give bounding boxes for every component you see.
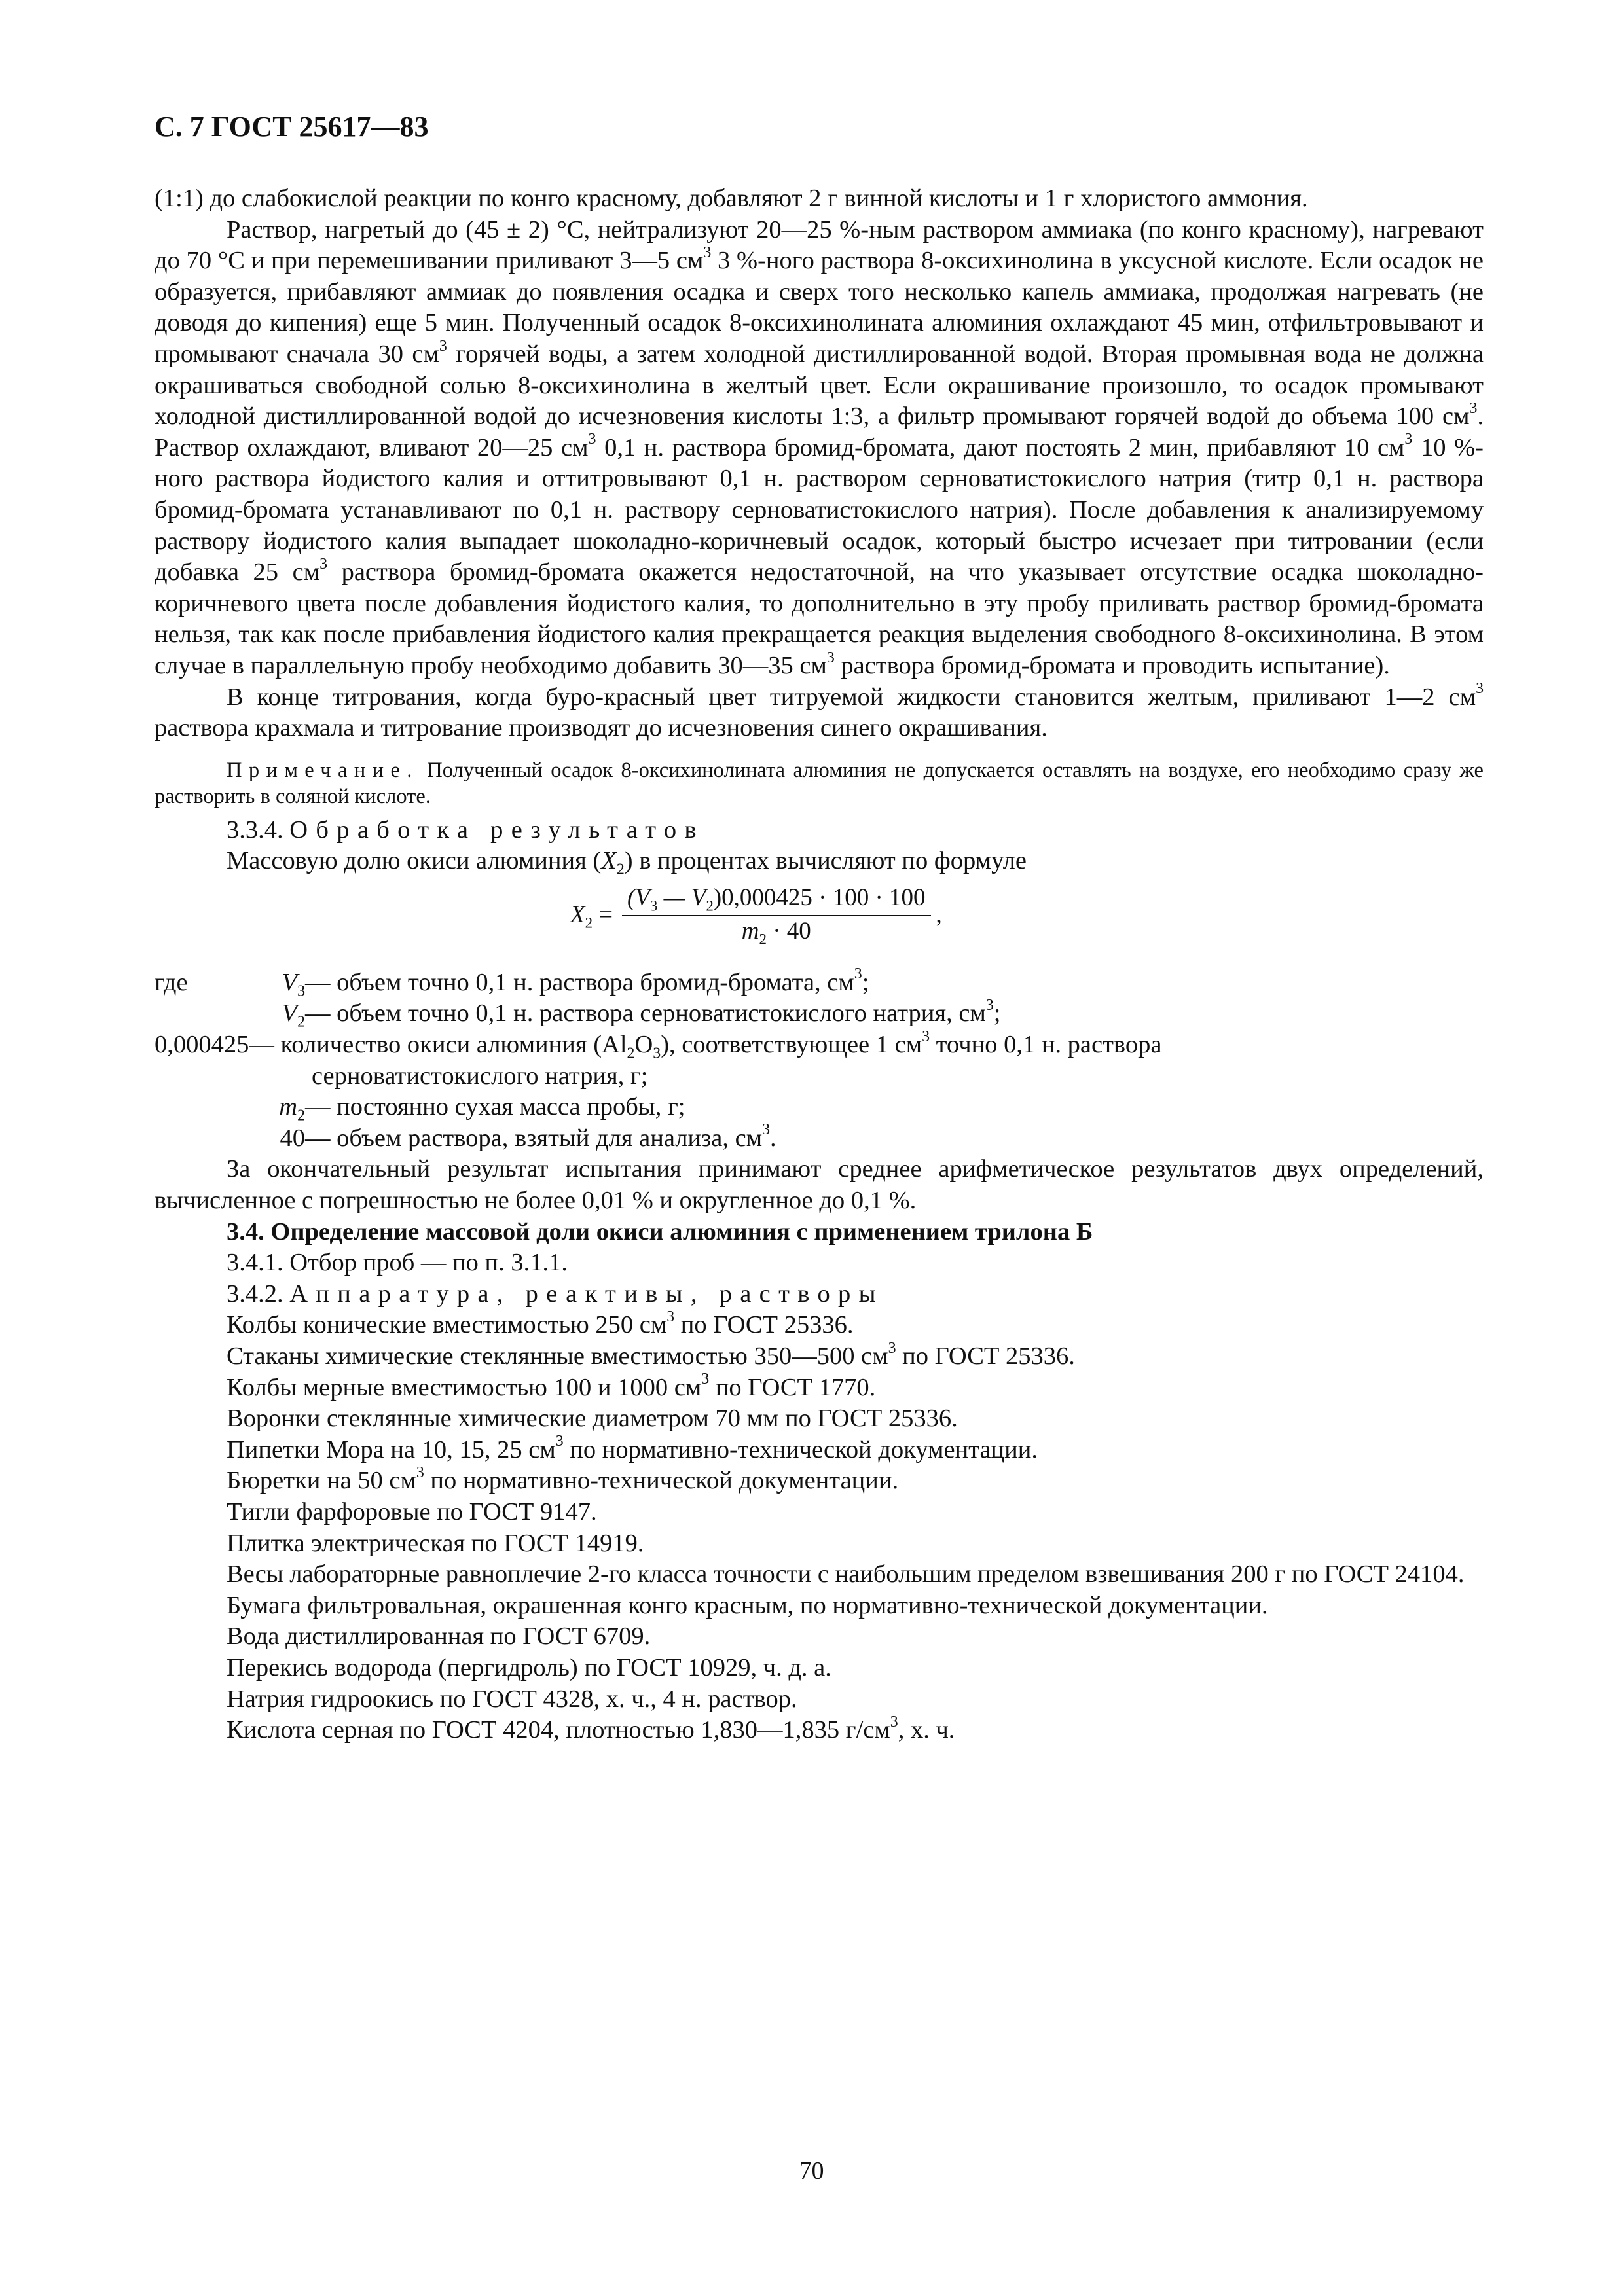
formula-denominator: $m_2 \cdot 40$ <box>741 917 811 948</box>
list-item: Воронки стеклянные химические диаметром 70 мм по ГОСТ 25336. <box>227 1405 958 1433</box>
where-label: где <box>155 968 188 996</box>
formula-lhs: $X_2$ <box>570 901 593 931</box>
list-item: Вода дистиллированная по ГОСТ 6709. <box>227 1623 651 1651</box>
section-3-4-heading: 3.4. Определение массовой доли окиси алюминия с применением трилона Б <box>227 1217 1093 1246</box>
list-item: Бумага фильтровальная, окрашенная конго красным, по нормативно-технической документации. <box>227 1591 1268 1619</box>
formula-block <box>155 884 1484 956</box>
definition-m2: $m_2$ — постоянно сухая масса пробы, г; <box>279 1093 685 1124</box>
formula-x2 <box>570 884 942 946</box>
definition-constant-cont: серноватистокислого натрия, г; <box>312 1062 648 1090</box>
list-item: Плитка электрическая по ГОСТ 14919. <box>227 1529 644 1557</box>
note-text: Полученный осадок 8-оксихинолината алюминия не допускается оставлять на воздухе, его необходимо сразу же растворить в соляной кислоте. <box>155 758 1484 808</box>
formula-equals: = <box>599 901 613 929</box>
note-label: Примечание. <box>227 758 419 782</box>
formula-numerator: ($V_3$ — $V_2)0,000425 \cdot 100 \cdot 100$ <box>622 884 931 916</box>
section-3-4-2-heading: 3.4.2. Аппаратура, реактивы, растворы <box>227 1280 884 1308</box>
list-item: Колбы конические вместимостью 250 $см^3$ по ГОСТ 25336. <box>227 1308 854 1339</box>
list-item: Натрия гидроокись по ГОСТ 4328, х. ч., 4 н. раствор. <box>227 1685 797 1713</box>
paragraph-continuation: (1:1) до слабокислой реакции по конго красному, добавляют 2 г винной кислоты и 1 г хлористого аммония. <box>155 185 1308 212</box>
formula-intro: Массовую долю окиси алюминия $(X_2)$ в процентах вычисляют по формуле <box>227 847 1027 878</box>
formula-fraction <box>622 884 931 946</box>
list-item: Перекись водорода (пергидроль) по ГОСТ 10929, ч. д. а. <box>227 1653 831 1681</box>
variable-definitions <box>155 967 1484 1155</box>
list-item: Кислота серная по ГОСТ 4204, плотностью 1,830—1,835 $г/см^3$, х. ч. <box>227 1713 955 1744</box>
section-3-4-1: 3.4.1. Отбор проб — по п. 3.1.1. <box>227 1249 568 1277</box>
section-3-3-4-heading: 3.3.4. Обработка результатов <box>227 816 704 844</box>
list-item: Колбы мерные вместимостью 100 и 1000 $см^3$ по ГОСТ 1770. <box>227 1371 876 1401</box>
list-item: Бюретки на 50 $см^3$ по нормативно-технической документации. <box>227 1463 899 1495</box>
paragraph-titration-end: В конце титрования, когда буро-красный цвет титруемой жидкости становится желтым, приливают 1—2 $см^3$ раствора крахмала и титрование производят до исчезновения синего окрашивания. <box>155 680 1484 742</box>
definition-v2: $V_2$ — объем точно 0,1 н. раствора серноватистокислого натрия, $см^3$; <box>282 997 1001 1031</box>
definition-constant: 0,000425 — количество окиси алюминия $(Al_2O_3)$, соответствующее 1 $см^3$ точно 0,1 н. раствора <box>155 1028 1162 1062</box>
list-item: Весы лабораторные равноплечие 2-го класса точности с наибольшим пределом взвешивания 200 г по ГОСТ 24104. <box>227 1560 1465 1588</box>
list-item: Стаканы химические стеклянные вместимостью 350—500 $см^3$ по ГОСТ 25336. <box>227 1339 1075 1370</box>
note <box>155 757 1484 810</box>
paragraph-procedure: Раствор, нагретый до (45 ± 2) °С, нейтрализуют 20—25 %-ным раствором аммиака (по конго красному), нагревают до 70 °С и при перемешивании приливают 3—5 $см^3$ 3 %-ного раствора 8-оксихинолина в уксусной кислоте. Если осадок не образуется, прибавляют аммиак до появления осадка и сверх того несколько капель аммиака, продолжая нагревать (не доводя до кипения) еще 5 мин. Полученный осадок 8-оксихинолината алюминия охлаждают 45 мин, отфильтровывают и промывают сначала 30 $см^3$ горячей воды, а затем холодной дистиллированной водой. Вторая промывная вода не должна окрашиваться свободной солью 8-оксихинолина в желтый цвет. Если окрашивание произошло, то осадок промывают холодной дистиллированной водой до исчезновения кислоты 1:3, а фильтр промывают горячей водой до объема 100 $см^3$. Раствор охлаждают, вливают 20—25 $см^3$ 0,1 н. раствора бромид-бромата, дают постоять 2 мин, прибавляют 10 $см^3$ 10 %-ного раствора йодистого калия и оттитровывают 0,1 н. раствором серноватистокислого натрия (титр 0,1 н. раствора бромид-бромата устанавливают по 0,1 н. раствору серноватистокислого натрия). После добавления к анализируемому раствору йодистого калия выпадает шоколадно-коричневый осадок, который быстро исчезает при титровании (если добавка 25 $см^3$ раствора бромид-бромата окажется недостаточной, на что указывает отсутствие осадка шоколадно-коричневого цвета после добавления йодистого калия, то дополнительно в эту пробу приливать раствор бромид-бромата нельзя, так как после прибавления йодистого калия прекращается реакция выделения свободного 8-оксихинолина. В этом случае в параллельную пробу необходимо добавить 30—35 $см^3$ раствора бромид-бромата и проводить испытание). <box>155 215 1484 679</box>
list-item: Пипетки Мора на 10, 15, 25 $см^3$ по нормативно-технической документации. <box>227 1433 1038 1463</box>
list-item: Тигли фарфоровые по ГОСТ 9147. <box>227 1498 597 1526</box>
running-head: С. 7 ГОСТ 25617—83 <box>155 111 429 143</box>
document-body <box>155 183 1484 1746</box>
paragraph-final-result: За окончательный результат испытания принимают среднее арифметическое результатов двух определений, вычисленное с погрешностью не более 0,01 % и округленное до 0,1 %. <box>155 1155 1484 1215</box>
definition-v3: $V_3$ — объем точно 0,1 н. раствора бромид-бромата, $см^3$; <box>282 965 869 1000</box>
definition-40: 40 — объем раствора, взятый для анализа, $см^3$. <box>280 1121 776 1152</box>
page-number: 70 <box>799 2157 824 2185</box>
formula-comma: , <box>936 901 942 929</box>
